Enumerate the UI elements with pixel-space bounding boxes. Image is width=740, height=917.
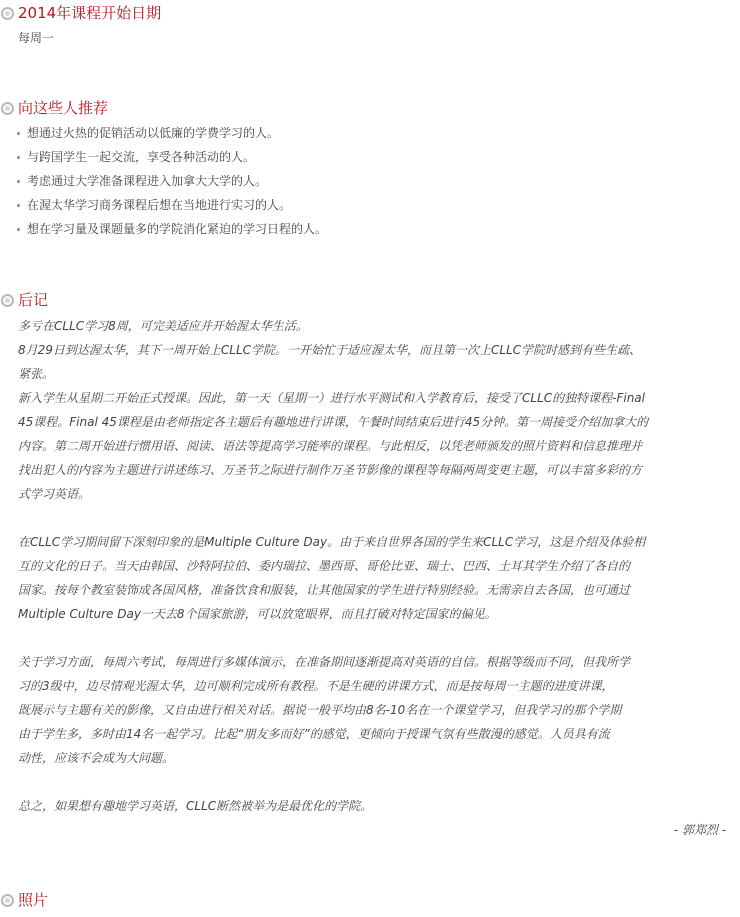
- paragraph-gap: [18, 770, 734, 794]
- photos-section: [0, 889, 740, 913]
- review-line: 国家。按每个教室装饰成各国风格，准备饮食和服装，让其他国家的学生进行特别经验。无需亲自去各国，也可通过: [18, 583, 631, 597]
- review-line: 关于学习方面，每周六考试，每周进行多媒体演示，在准备期间逐渐提高对英语的自信。根据等级而不同，但我所学: [18, 655, 631, 669]
- list-item: 想通过火热的促销活动以低廉的学费学习的人。: [16, 121, 327, 145]
- start-date-value: 每周一: [18, 31, 55, 45]
- circle-bullet-icon: [1, 894, 14, 907]
- recommend-list: [16, 121, 327, 241]
- start-date-section: [0, 2, 740, 45]
- list-item: 与跨国学生一起交流，享受各种活动的人。: [16, 145, 327, 169]
- list-item: 考虑通过大学准备课程进入加拿大大学的人。: [16, 169, 327, 193]
- start-date-title: 2014年课程开始日期: [18, 4, 162, 22]
- circle-bullet-icon: [1, 102, 14, 115]
- review-line: 8月29日到达渥太华，其下一周开始上CLLC学院。一开始忙于适应渥太华，而且第一次上CLLC学院时感到有些生疏、: [18, 343, 642, 357]
- start-date-header: [0, 2, 740, 26]
- review-line: 紧张。: [18, 367, 55, 381]
- review-line: 45课程。Final 45课程是由老师指定各主题后有趣地进行讲课，午餐时间结束后进行45分钟。第一周接受介绍加拿大的: [18, 415, 649, 429]
- recommend-header: [0, 97, 740, 121]
- paragraph-gap: [18, 506, 734, 530]
- review-line: 由于学生多，多时由14名一起学习。比起“朋友多而好”的感觉，更倾向于授课气氛有些散漫的感觉。人员具有流: [18, 727, 610, 741]
- circle-bullet-icon: [1, 294, 14, 307]
- review-body: [18, 314, 734, 842]
- review-section: [0, 289, 740, 837]
- review-title: 后记: [18, 291, 49, 309]
- review-line: 习的3级中，边尽情观光渥太华，边可顺利完成所有教程。不是生硬的讲课方式，而是按每周一主题的进度讲课，: [18, 679, 614, 693]
- recommend-section: [0, 97, 740, 236]
- photos-title: 照片: [18, 891, 49, 909]
- circle-bullet-icon: [1, 7, 14, 20]
- review-line: Multiple Culture Day一天去8个国家旅游，可以放宽眼界，而且打破对特定国家的偏见。: [18, 607, 497, 621]
- list-item: 想在学习量及课题量多的学院消化紧迫的学习日程的人。: [16, 217, 327, 241]
- list-item: 在渥太华学习商务课程后想在当地进行实习的人。: [16, 193, 327, 217]
- review-line: 多亏在CLLC学习8周，可完美适应并开始渥太华生活。: [18, 319, 308, 333]
- review-line: 内容。第二周开始进行惯用语、阅读、语法等提高学习能率的课程。与此相反，以凭老师颁发的照片资料和信息推理并: [18, 439, 643, 453]
- review-line: 找出犯人的内容为主题进行讲述练习、万圣节之际进行制作万圣节影像的课程等每隔两周变更主题，可以丰富多彩的方: [18, 463, 643, 477]
- review-line: 式学习英语。: [18, 487, 91, 501]
- review-line: 动性，应该不会成为大问题。: [18, 751, 175, 765]
- paragraph-gap: [18, 626, 734, 650]
- recommend-title: 向这些人推荐: [18, 99, 109, 117]
- review-line: 在CLLC学习期间留下深刻印象的是Multiple Culture Day。由于来自世界各国的学生来CLLC学习，这是介绍及体验相: [18, 535, 646, 549]
- review-header: [0, 289, 740, 313]
- photos-header: [0, 889, 740, 913]
- review-line: 新入学生从星期二开始正式授课。因此，第一天（星期一）进行水平测试和入学教育后，接受了CLLC的独特课程-Final: [18, 391, 645, 405]
- review-line: 既展示与主题有关的影像，又自由进行相关对话。据说一般平均由8名-10名在一个课堂学习，但我学习的那个学期: [18, 703, 622, 717]
- review-line: 总之，如果想有趣地学习英语，CLLC断然被举为是最优化的学院。: [18, 799, 373, 813]
- review-line: 互的文化的日子。当天由韩国、沙特阿拉伯、委内瑞拉、墨西哥、哥伦比亚、瑞士、巴西、土耳其学生介绍了各自的: [18, 559, 631, 573]
- review-signature: - 郭郑烈 -: [673, 823, 726, 837]
